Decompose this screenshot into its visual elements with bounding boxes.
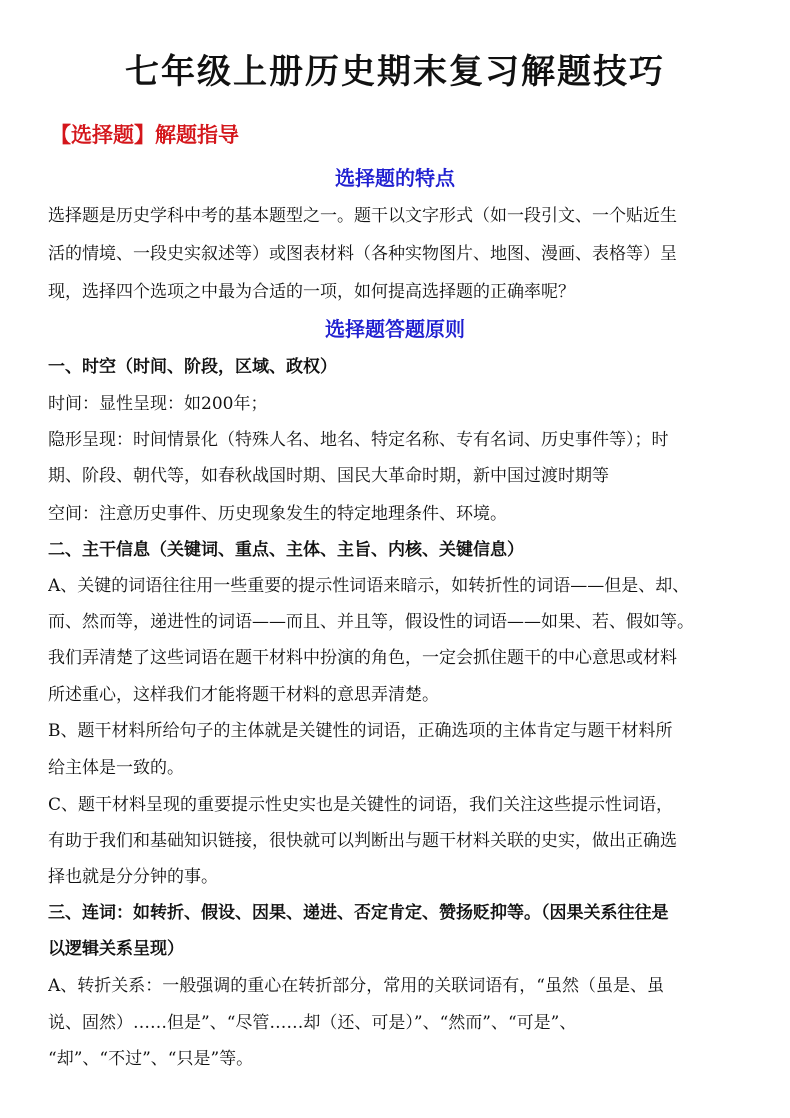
- paragraph-line: 我们弄清楚了这些词语在题干材料中扮演的角色，一定会抓住题干的中心意思或材料: [48, 648, 677, 668]
- paragraph-line: 而、然而等，递进性的词语——而且、并且等，假设性的词语——如果、若、假如等。: [48, 612, 694, 632]
- paragraph-line: 选择题是历史学科中考的基本题型之一。题干以文字形式（如一段引文、一个贴近生: [48, 206, 677, 226]
- principle-heading-conjunctions: 三、连词：如转折、假设、因果、递进、否定肯定、赞扬贬抑等。（因果关系往往是: [48, 903, 669, 923]
- subheading-features: 选择题的特点: [335, 166, 455, 190]
- paragraph-line: A、转折关系：一般强调的重心在转折部分，常用的关联词语有，“虽然（虽是、虽: [48, 976, 664, 996]
- subheading-principles: 选择题答题原则: [325, 317, 465, 341]
- principle-heading-key-info: 二、主干信息（关键词、重点、主体、主旨、内核、关键信息）: [48, 540, 524, 560]
- paragraph-line: B、题干材料所给句子的主体就是关键性的词语，正确选项的主体肯定与题干材料所: [48, 721, 673, 741]
- paragraph-line: 所述重心，这样我们才能将题干材料的意思弄清楚。: [48, 685, 439, 705]
- principle-heading-time-space: 一、时空（时间、阶段，区域、政权）: [48, 357, 337, 377]
- document-title: 七年级上册历史期末复习解题技巧: [125, 52, 665, 92]
- section-bracket-label: 【选择题】: [50, 122, 155, 147]
- section-label: 解题指导: [155, 122, 239, 147]
- paragraph-line: 活的情境、一段史实叙述等）或图表材料（各种实物图片、地图、漫画、表格等）呈: [48, 244, 677, 264]
- paragraph-line: 时间：显性呈现：如200年；: [48, 394, 268, 414]
- paragraph-line: A、关键的词语往往用一些重要的提示性词语来暗示，如转折性的词语——但是、却、: [48, 576, 690, 596]
- paragraph-line: 给主体是一致的。: [48, 758, 184, 778]
- paragraph-line: 期、阶段、朝代等，如春秋战国时期、国民大革命时期，新中国过渡时期等: [48, 466, 609, 486]
- paragraph-line: 空间：注意历史事件、历史现象发生的特定地理条件、环境。: [48, 504, 507, 524]
- paragraph-line: 有助于我们和基础知识链接，很快就可以判断出与题干材料关联的史实，做出正确选: [48, 831, 677, 851]
- section-heading-choice-questions: [50, 118, 239, 152]
- paragraph-line: “却”、“不过”、“只是”等。: [48, 1049, 254, 1069]
- paragraph-line: 择也就是分分钟的事。: [48, 867, 218, 887]
- paragraph-line: C、题干材料呈现的重要提示性史实也是关键性的词语，我们关注这些提示性词语，: [48, 795, 674, 815]
- paragraph-line: 隐形呈现：时间情景化（特殊人名、地名、特定名称、专有名词、历史事件等）；时: [48, 430, 669, 450]
- principle-heading-conjunctions-cont: 以逻辑关系呈现）: [48, 939, 184, 959]
- paragraph-line: 现，选择四个选项之中最为合适的一项，如何提高选择题的正确率呢？: [48, 282, 575, 302]
- paragraph-line: 说、固然）……但是”、“尽管……却（还、可是）”、“然而”、“可是”、: [48, 1013, 577, 1033]
